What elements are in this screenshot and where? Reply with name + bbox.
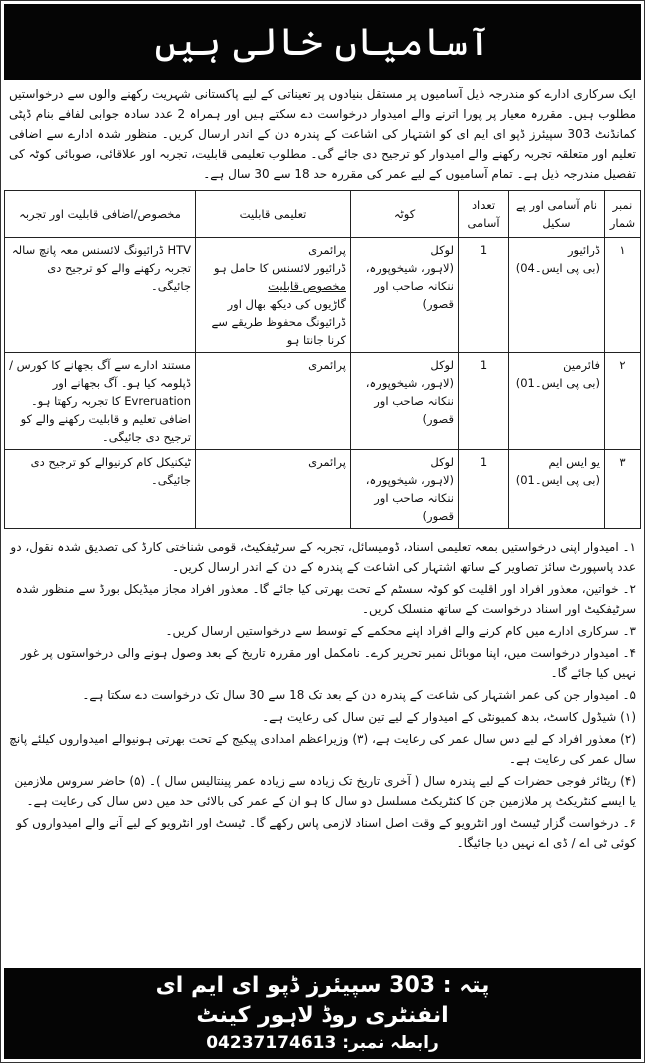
post-name: فائرمین [563,358,600,372]
quota-area: (لاہور، شیخوپورہ، ننکانہ صاحب اور قصور) [365,376,454,426]
note-item: (۱) شیڈول کاسٹ، بدھ کمیونٹی کے امیدوار کے لیے تین سال کی رعایت ہے۔ [262,710,636,724]
post-cell [509,353,605,450]
special-detail: گاڑیوں کی دیکھ بھال اور ڈرائیونگ محفوظ طریقے سے کرنا جانتا ہو [211,297,346,347]
special-title: مخصوص قابلیت [268,279,346,293]
header-cell: مخصوص/اضافی قابلیت اور تجربہ [5,191,196,238]
note-item: ۱۔ امیدوار اپنی درخواستیں بمعہ تعلیمی اسناد، ڈومیسائل، تجربہ کے سرٹیفکیٹ، قومی شناختی کارڈ کی تصدیق شدہ نقول، دو عدد پاسپورٹ سائز تصاویر کے ساتھ اشتہار کی اشاعت کے پندرہ کے دن کے اندر ارسال کریں۔ [10,540,636,574]
note-item: ۵۔ امیدوار جن کی عمر اشتہار کی شاعت کے پندرہ دن کے بعد تک 18 سے 30 سال تک درخواست دے سکتا ہے۔ [82,688,636,702]
education: پرائمری [196,353,351,450]
row-number: ۲ [605,353,641,450]
pay-scale: (بی پی ایس۔01) [515,473,600,487]
education: پرائمری [308,243,346,257]
table-row [5,353,641,450]
quota: لوکل [430,455,454,469]
contact-line [4,1031,641,1055]
phone-number: 04237174613 [206,1033,337,1053]
note-item: (۲) معذور افراد کے لیے دس سال عمر کی رعایت ہے، (۳) وزیراعظم امدادی پیکیج کے تحت بھرتی ہونیوالے امیدواروں کیلئے پانچ سال عمر کی رعایت ہے۔ [9,732,636,766]
post-name: یو ایس ایم [548,455,600,469]
address-line-1: پتہ : 303 سپیئرز ڈپو ای ایم ای [155,973,490,998]
address-footer [4,968,641,1059]
header-cell: کوٹہ [351,191,459,238]
education-cell [196,238,351,353]
header-cell: نام آسامی اور پے سکیل [509,191,605,238]
education-detail: ڈرائیور لائسنس کا حامل ہو [214,261,346,275]
quota: لوکل [430,243,454,257]
note-item: (۴) ریٹائر فوجی حضرات کے لیے پندرہ سال ( آخری تاریخ تک زیادہ سے زیادہ عمر پینتالیس سال )۔ (۵) حاضر سروس ملازمین یا ایسے کنٹریکٹ پر ملازمین جن کا کنٹریکٹ مسلسل دو سال کا ہو ان کے عمر کی بالائی حد میں دس سال کی رعایت ہے۔ [14,774,636,808]
quota-cell [351,238,459,353]
extra-qualification: HTV ڈرائیونگ لائسنس معہ پانچ سالہ تجربہ رکھنے والے کو ترجیح دی جائیگی۔ [5,238,196,353]
ad-title: آسامیاں خالی ہیں [4,4,641,80]
quota-cell [351,353,459,450]
note-item: ۶۔ درخواست گزار ٹیسٹ اور انٹرویو کے وقت اصل اسناد لازمی پاس رکھے گا۔ ٹیسٹ اور انٹرویو کے لیے آنے والے امیدواروں کو کوئی ٹی اے / ڈی اے نہیں دیا جائیگا۔ [16,816,636,850]
vacancy-table [4,190,641,529]
note-item: ۳۔ سرکاری ادارے میں کام کرنے والے افراد اپنے محکمے کے توسط سے درخواستیں ارسال کریں۔ [165,624,636,638]
row-number: ۳ [605,450,641,529]
quota: لوکل [430,358,454,372]
quota-area: (لاہور، شیخوپورہ، ننکانہ صاحب اور قصور) [365,473,454,523]
table-row [5,238,641,353]
pay-scale: (بی پی ایس۔04) [515,261,600,275]
intro-paragraph: ایک سرکاری ادارے کو مندرجہ ذیل آسامیوں پر مستقل بنیادوں پر تعیناتی کے لیے پاکستانی شہریت رکھنے والوں سے درخواستیں مطلوب ہیں۔ مقررہ معیار پر پورا اترنے والے امیدوار درخواست دے سکتے ہیں اور ہمراہ 2 عدد سادہ جوابی لفافے بنام ڈپٹی کمانڈنٹ 303 سپیئرز ڈپو ای ایم ای کو اشتہار کی اشاعت کے پندرہ دن کے اندر ارسال کریں۔ منظور شدہ ادارے سے اضافی تعلیم اور متعلقہ تجربہ رکھنے والے امیدوار کو ترجیح دی جائے گی۔ مطلوب تعلیمی قابلیت، تجربہ اور علاقائی، صوبائی کوٹہ کی تفصیل مندرجہ ذیل ہے۔ تمام آسامیوں کے لیے عمر کی مقررہ حد 18 سے 30 سال ہے۔ [9,87,637,181]
address-line-2: انفنٹری روڈ لاہور کینٹ [196,1003,449,1028]
education: پرائمری [196,450,351,529]
quota-cell [351,450,459,529]
notes-list [4,529,641,968]
post-name: ڈرائیور [567,243,600,257]
extra-qualification: ٹیکنیکل کام کرنیوالے کو ترجیح دی جائیگی۔ [5,450,196,529]
phone-label: رابطہ نمبر: [342,1033,439,1053]
post-count: 1 [459,238,509,353]
table-header [5,191,641,238]
note-item: ۴۔ امیدوار درخواست میں، اپنا موبائل نمبر تحریر کرے۔ نامکمل اور مقررہ تاریخ کے بعد وصول ہونے والی درخواستوں پر غور نہیں کیا جائے گا۔ [20,646,636,680]
header-cell: تعلیمی قابلیت [196,191,351,238]
post-count: 1 [459,353,509,450]
quota-area: (لاہور، شیخوپورہ، ننکانہ صاحب اور قصور) [365,261,454,311]
header-cell: تعداد آسامی [459,191,509,238]
post-cell [509,238,605,353]
row-number: ۱ [605,238,641,353]
post-count: 1 [459,450,509,529]
note-item: ۲۔ خواتین، معذور افراد اور اقلیت کو کوٹہ سسٹم کے تحت بھرتی کیا جائے گا۔ معذور افراد مجاز میڈیکل بورڈ سے منظور شدہ سرٹیفکیٹ اور اسناد درخواست کے ساتھ منسلک کریں۔ [15,582,636,616]
pay-scale: (بی پی ایس۔01) [515,376,600,390]
extra-qualification: مستند ادارے سے آگ بجھانے کا کورس / ڈپلومہ کیا ہو۔ آگ بجھانے اور Evreruation کا تجربہ رکھتا ہو۔ اضافی تعلیم و قابلیت رکھنے والے کو ترجیح دی جائیگی۔ [5,353,196,450]
header-cell: نمبر شمار [605,191,641,238]
post-cell [509,450,605,529]
table-row [5,450,641,529]
